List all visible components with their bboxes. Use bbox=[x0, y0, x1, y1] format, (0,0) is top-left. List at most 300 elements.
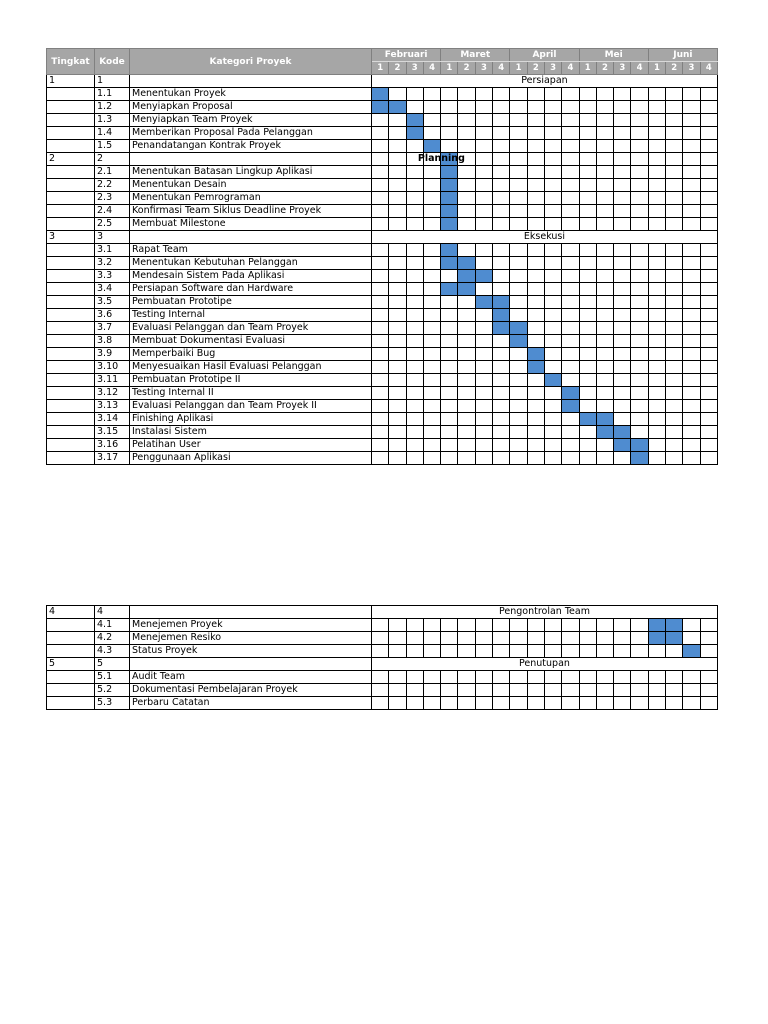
gantt-empty-cell bbox=[700, 645, 717, 658]
gantt-empty-cell bbox=[510, 400, 527, 413]
gantt-empty-cell bbox=[372, 374, 389, 387]
gantt-empty-cell bbox=[510, 309, 527, 322]
gantt-empty-cell bbox=[700, 632, 717, 645]
task-label: Penggunaan Aplikasi bbox=[130, 452, 372, 465]
gantt-empty-cell bbox=[372, 309, 389, 322]
gantt-empty-cell bbox=[527, 387, 544, 400]
gantt-empty-cell bbox=[596, 114, 613, 127]
gantt-bar-cell bbox=[372, 88, 389, 101]
tingkat-cell bbox=[47, 400, 95, 413]
tingkat-cell bbox=[47, 387, 95, 400]
header-week: 2 bbox=[458, 62, 475, 75]
gantt-empty-cell bbox=[614, 192, 631, 205]
tingkat-cell bbox=[47, 296, 95, 309]
header-week: 2 bbox=[527, 62, 544, 75]
gantt-empty-cell bbox=[417, 153, 465, 166]
gantt-bar-cell bbox=[441, 166, 458, 179]
gantt-empty-cell bbox=[441, 101, 458, 114]
gantt-empty-cell bbox=[458, 296, 475, 309]
gantt-empty-cell bbox=[562, 452, 579, 465]
gantt-empty-cell bbox=[372, 645, 389, 658]
gantt-empty-cell bbox=[544, 270, 561, 283]
gantt-empty-cell bbox=[389, 374, 406, 387]
gantt-empty-cell bbox=[458, 374, 475, 387]
gantt-empty-cell bbox=[423, 335, 440, 348]
gantt-empty-cell bbox=[406, 218, 423, 231]
gantt-bar-cell bbox=[441, 283, 458, 296]
gantt-empty-cell bbox=[423, 361, 440, 374]
gantt-empty-cell bbox=[493, 335, 510, 348]
gantt-empty-cell bbox=[510, 192, 527, 205]
gantt-empty-cell bbox=[527, 140, 544, 153]
gantt-empty-cell bbox=[683, 127, 700, 140]
gantt-empty-cell bbox=[493, 88, 510, 101]
gantt-empty-cell bbox=[458, 439, 475, 452]
task-row bbox=[47, 270, 718, 283]
gantt-empty-cell bbox=[372, 671, 389, 684]
kode-cell: 1.2 bbox=[95, 101, 130, 114]
gantt-empty-cell bbox=[475, 192, 492, 205]
gantt-empty-cell bbox=[648, 179, 665, 192]
gantt-empty-cell bbox=[666, 153, 683, 166]
gantt-empty-cell bbox=[493, 257, 510, 270]
gantt-bar-cell bbox=[631, 452, 648, 465]
gantt-empty-cell bbox=[493, 244, 510, 257]
gantt-empty-cell bbox=[700, 114, 717, 127]
gantt-empty-cell bbox=[596, 322, 613, 335]
gantt-empty-cell bbox=[423, 671, 440, 684]
kode-cell: 3.17 bbox=[95, 452, 130, 465]
gantt-empty-cell bbox=[683, 88, 700, 101]
gantt-empty-cell bbox=[631, 632, 648, 645]
gantt-empty-cell bbox=[372, 697, 389, 710]
header-kode: Kode bbox=[95, 49, 130, 75]
gantt-empty-cell bbox=[544, 309, 561, 322]
gantt-empty-cell bbox=[458, 244, 475, 257]
gantt-empty-cell bbox=[441, 439, 458, 452]
kode-cell: 3.12 bbox=[95, 387, 130, 400]
header-week: 3 bbox=[406, 62, 423, 75]
gantt-empty-cell bbox=[596, 244, 613, 257]
task-label: Perbaru Catatan bbox=[130, 697, 372, 710]
gantt-empty-cell bbox=[700, 205, 717, 218]
gantt-bar-cell bbox=[441, 218, 458, 231]
header-week: 2 bbox=[389, 62, 406, 75]
gantt-empty-cell bbox=[406, 309, 423, 322]
gantt-empty-cell bbox=[389, 296, 406, 309]
gantt-empty-cell bbox=[544, 426, 561, 439]
gantt-empty-cell bbox=[389, 270, 406, 283]
gantt-empty-cell bbox=[596, 348, 613, 361]
gantt-empty-cell bbox=[579, 257, 596, 270]
gantt-empty-cell bbox=[631, 309, 648, 322]
gantt-empty-cell bbox=[562, 645, 579, 658]
gantt-empty-cell bbox=[372, 127, 389, 140]
kode-cell: 4.3 bbox=[95, 645, 130, 658]
gantt-empty-cell bbox=[648, 127, 665, 140]
gantt-bar-cell bbox=[389, 101, 406, 114]
gantt-empty-cell bbox=[458, 452, 475, 465]
gantt-bar-cell bbox=[441, 192, 458, 205]
gantt-empty-cell bbox=[683, 283, 700, 296]
tingkat-cell bbox=[47, 166, 95, 179]
gantt-empty-cell bbox=[544, 413, 561, 426]
task-row bbox=[47, 205, 718, 218]
gantt-empty-cell bbox=[614, 127, 631, 140]
task-label: Membuat Dokumentasi Evaluasi bbox=[130, 335, 372, 348]
header-kategori: Kategori Proyek bbox=[130, 49, 372, 75]
gantt-empty-cell bbox=[700, 361, 717, 374]
gantt-empty-cell bbox=[631, 179, 648, 192]
tingkat-cell bbox=[47, 697, 95, 710]
gantt-empty-cell bbox=[372, 283, 389, 296]
task-row bbox=[47, 296, 718, 309]
header-week: 1 bbox=[372, 62, 389, 75]
gantt-empty-cell bbox=[527, 127, 544, 140]
task-label: Menejemen Proyek bbox=[130, 619, 372, 632]
gantt-empty-cell bbox=[510, 283, 527, 296]
gantt-empty-cell bbox=[423, 244, 440, 257]
gantt-empty-cell bbox=[493, 413, 510, 426]
gantt-empty-cell bbox=[614, 361, 631, 374]
gantt-empty-cell bbox=[596, 387, 613, 400]
task-row bbox=[47, 140, 718, 153]
gantt-bar-cell bbox=[493, 296, 510, 309]
gantt-empty-cell bbox=[475, 452, 492, 465]
gantt-empty-cell bbox=[423, 101, 440, 114]
gantt-empty-cell bbox=[666, 400, 683, 413]
kode-cell: 3.10 bbox=[95, 361, 130, 374]
task-label: Testing Internal bbox=[130, 309, 372, 322]
gantt-empty-cell bbox=[493, 439, 510, 452]
gantt-empty-cell bbox=[683, 322, 700, 335]
gantt-empty-cell bbox=[475, 439, 492, 452]
task-row bbox=[47, 88, 718, 101]
gantt-empty-cell bbox=[700, 335, 717, 348]
gantt-empty-cell bbox=[458, 387, 475, 400]
gantt-empty-cell bbox=[700, 153, 717, 166]
gantt-empty-cell bbox=[700, 88, 717, 101]
gantt-bar-cell bbox=[596, 426, 613, 439]
gantt-empty-cell bbox=[406, 697, 423, 710]
gantt-bar-cell bbox=[372, 101, 389, 114]
gantt-empty-cell bbox=[475, 387, 492, 400]
gantt-empty-cell bbox=[579, 452, 596, 465]
gantt-empty-cell bbox=[406, 179, 423, 192]
gantt-empty-cell bbox=[527, 374, 544, 387]
gantt-empty-cell bbox=[579, 374, 596, 387]
task-row bbox=[47, 439, 718, 452]
gantt-empty-cell bbox=[596, 361, 613, 374]
gantt-empty-cell bbox=[579, 335, 596, 348]
tingkat-cell: 4 bbox=[47, 606, 95, 619]
gantt-empty-cell bbox=[666, 684, 683, 697]
gantt-empty-cell bbox=[614, 257, 631, 270]
task-label: Menyiapkan Proposal bbox=[130, 101, 372, 114]
gantt-empty-cell bbox=[666, 413, 683, 426]
gantt-empty-cell bbox=[423, 257, 440, 270]
gantt-empty-cell bbox=[527, 244, 544, 257]
gantt-empty-cell bbox=[596, 205, 613, 218]
gantt-empty-cell bbox=[562, 244, 579, 257]
gantt-empty-cell bbox=[389, 283, 406, 296]
gantt-bar-cell bbox=[441, 244, 458, 257]
tingkat-cell bbox=[47, 426, 95, 439]
gantt-empty-cell bbox=[666, 270, 683, 283]
gantt-empty-cell bbox=[666, 166, 683, 179]
gantt-empty-cell bbox=[544, 88, 561, 101]
gantt-empty-cell bbox=[475, 671, 492, 684]
gantt-empty-cell bbox=[423, 166, 440, 179]
gantt-empty-cell bbox=[666, 671, 683, 684]
tingkat-cell bbox=[47, 114, 95, 127]
gantt-empty-cell bbox=[648, 671, 665, 684]
tingkat-cell: 5 bbox=[47, 658, 95, 671]
gantt-empty-cell bbox=[493, 270, 510, 283]
gantt-empty-cell bbox=[441, 361, 458, 374]
task-row bbox=[47, 218, 718, 231]
tingkat-cell bbox=[47, 179, 95, 192]
gantt-empty-cell bbox=[648, 348, 665, 361]
gantt-empty-cell bbox=[700, 218, 717, 231]
gantt-empty-cell bbox=[372, 179, 389, 192]
gantt-empty-cell bbox=[700, 684, 717, 697]
gantt-bar-cell bbox=[614, 439, 631, 452]
tingkat-cell bbox=[47, 632, 95, 645]
gantt-empty-cell bbox=[406, 452, 423, 465]
gantt-empty-cell bbox=[579, 645, 596, 658]
tingkat-cell bbox=[47, 374, 95, 387]
tingkat-cell bbox=[47, 309, 95, 322]
gantt-bar-cell bbox=[544, 374, 561, 387]
header-week: 3 bbox=[475, 62, 492, 75]
gantt-empty-cell bbox=[389, 361, 406, 374]
gantt-empty-cell bbox=[458, 127, 475, 140]
gantt-empty-cell bbox=[666, 439, 683, 452]
gantt-empty-cell bbox=[406, 296, 423, 309]
gantt-empty-cell bbox=[614, 400, 631, 413]
gantt-empty-cell bbox=[493, 192, 510, 205]
tingkat-cell: 2 bbox=[47, 153, 95, 166]
gantt-empty-cell bbox=[441, 387, 458, 400]
gantt-empty-cell bbox=[579, 322, 596, 335]
gantt-empty-cell bbox=[614, 632, 631, 645]
gantt-empty-cell bbox=[700, 309, 717, 322]
gantt-empty-cell bbox=[510, 114, 527, 127]
kode-cell: 1.1 bbox=[95, 88, 130, 101]
gantt-empty-cell bbox=[579, 283, 596, 296]
gantt-empty-cell bbox=[614, 153, 631, 166]
gantt-empty-cell bbox=[475, 335, 492, 348]
gantt-empty-cell bbox=[372, 192, 389, 205]
gantt-empty-cell bbox=[441, 671, 458, 684]
gantt-empty-cell bbox=[648, 426, 665, 439]
gantt-empty-cell bbox=[372, 322, 389, 335]
gantt-empty-cell bbox=[527, 645, 544, 658]
task-row bbox=[47, 244, 718, 257]
gantt-empty-cell bbox=[700, 101, 717, 114]
section-row bbox=[47, 658, 718, 671]
gantt-empty-cell bbox=[527, 632, 544, 645]
gantt-bar-cell bbox=[596, 413, 613, 426]
tingkat-cell bbox=[47, 684, 95, 697]
gantt-empty-cell bbox=[648, 244, 665, 257]
gantt-empty-cell bbox=[562, 283, 579, 296]
gantt-empty-cell bbox=[631, 296, 648, 309]
task-row bbox=[47, 114, 718, 127]
gantt-empty-cell bbox=[648, 296, 665, 309]
gantt-empty-cell bbox=[631, 697, 648, 710]
kode-cell: 3.14 bbox=[95, 413, 130, 426]
header-week: 4 bbox=[700, 62, 717, 75]
gantt-empty-cell bbox=[441, 270, 458, 283]
task-row bbox=[47, 361, 718, 374]
gantt-bar-cell bbox=[527, 361, 544, 374]
gantt-empty-cell bbox=[406, 439, 423, 452]
gantt-empty-cell bbox=[458, 684, 475, 697]
gantt-empty-cell bbox=[648, 166, 665, 179]
gantt-empty-cell bbox=[648, 452, 665, 465]
gantt-empty-cell bbox=[596, 218, 613, 231]
gantt-empty-cell bbox=[527, 283, 544, 296]
gantt-empty-cell bbox=[596, 88, 613, 101]
gantt-empty-cell bbox=[389, 632, 406, 645]
kode-cell: 4 bbox=[95, 606, 130, 619]
gantt-empty-cell bbox=[389, 88, 406, 101]
gantt-empty-cell bbox=[700, 270, 717, 283]
task-row bbox=[47, 192, 718, 205]
gantt-header bbox=[47, 49, 718, 75]
gantt-empty-cell bbox=[458, 619, 475, 632]
gantt-empty-cell bbox=[458, 205, 475, 218]
gantt-empty-cell bbox=[614, 374, 631, 387]
kode-cell: 3.11 bbox=[95, 374, 130, 387]
gantt-empty-cell bbox=[544, 684, 561, 697]
gantt-empty-cell bbox=[666, 452, 683, 465]
gantt-empty-cell bbox=[631, 374, 648, 387]
task-label: Rapat Team bbox=[130, 244, 372, 257]
gantt-empty-cell bbox=[372, 387, 389, 400]
gantt-empty-cell bbox=[475, 179, 492, 192]
gantt-body-control bbox=[47, 606, 718, 710]
gantt-empty-cell bbox=[700, 671, 717, 684]
gantt-empty-cell bbox=[510, 387, 527, 400]
gantt-empty-cell bbox=[527, 166, 544, 179]
section-title: Eksekusi bbox=[372, 231, 718, 244]
gantt-empty-cell bbox=[562, 671, 579, 684]
gantt-empty-cell bbox=[510, 296, 527, 309]
gantt-empty-cell bbox=[493, 140, 510, 153]
gantt-empty-cell bbox=[493, 179, 510, 192]
gantt-empty-cell bbox=[666, 179, 683, 192]
gantt-empty-cell bbox=[579, 179, 596, 192]
gantt-empty-cell bbox=[493, 166, 510, 179]
task-row bbox=[47, 619, 718, 632]
gantt-empty-cell bbox=[475, 283, 492, 296]
gantt-empty-cell bbox=[423, 114, 440, 127]
gantt-empty-cell bbox=[648, 153, 665, 166]
gantt-empty-cell bbox=[527, 179, 544, 192]
gantt-bar-cell bbox=[475, 270, 492, 283]
task-row bbox=[47, 452, 718, 465]
gantt-empty-cell bbox=[458, 361, 475, 374]
tingkat-cell bbox=[47, 361, 95, 374]
gantt-empty-cell bbox=[423, 127, 440, 140]
gantt-empty-cell bbox=[666, 244, 683, 257]
gantt-empty-cell bbox=[683, 348, 700, 361]
task-row bbox=[47, 387, 718, 400]
gantt-empty-cell bbox=[389, 114, 406, 127]
kode-cell: 5.3 bbox=[95, 697, 130, 710]
gantt-empty-cell bbox=[666, 335, 683, 348]
gantt-empty-cell bbox=[372, 348, 389, 361]
tingkat-cell bbox=[47, 140, 95, 153]
gantt-empty-cell bbox=[683, 632, 700, 645]
gantt-empty-cell bbox=[614, 309, 631, 322]
gantt-empty-cell bbox=[389, 645, 406, 658]
gantt-empty-cell bbox=[579, 684, 596, 697]
gantt-empty-cell bbox=[510, 257, 527, 270]
gantt-empty-cell bbox=[700, 296, 717, 309]
gantt-empty-cell bbox=[683, 439, 700, 452]
gantt-empty-cell bbox=[666, 374, 683, 387]
gantt-empty-cell bbox=[406, 426, 423, 439]
gantt-empty-cell bbox=[423, 270, 440, 283]
gantt-empty-cell bbox=[493, 153, 510, 166]
gantt-empty-cell bbox=[527, 335, 544, 348]
header-week: 4 bbox=[493, 62, 510, 75]
kode-cell: 3.13 bbox=[95, 400, 130, 413]
gantt-empty-cell bbox=[389, 179, 406, 192]
gantt-empty-cell bbox=[648, 192, 665, 205]
gantt-empty-cell bbox=[389, 619, 406, 632]
gantt-empty-cell bbox=[493, 127, 510, 140]
gantt-empty-cell bbox=[493, 697, 510, 710]
gantt-empty-cell bbox=[544, 697, 561, 710]
gantt-empty-cell bbox=[493, 426, 510, 439]
gantt-empty-cell bbox=[406, 166, 423, 179]
gantt-empty-cell bbox=[666, 296, 683, 309]
gantt-empty-cell bbox=[596, 296, 613, 309]
gantt-empty-cell bbox=[614, 387, 631, 400]
gantt-bar-cell bbox=[493, 322, 510, 335]
gantt-empty-cell bbox=[458, 645, 475, 658]
task-row bbox=[47, 413, 718, 426]
tingkat-cell bbox=[47, 335, 95, 348]
gantt-body-main bbox=[47, 75, 718, 465]
gantt-empty-cell bbox=[683, 684, 700, 697]
gantt-empty-cell bbox=[596, 101, 613, 114]
gantt-bar-cell bbox=[475, 296, 492, 309]
gantt-empty-cell bbox=[579, 309, 596, 322]
gantt-empty-cell bbox=[562, 296, 579, 309]
gantt-empty-cell bbox=[648, 439, 665, 452]
task-row bbox=[47, 426, 718, 439]
gantt-empty-cell bbox=[389, 127, 406, 140]
task-label: Pelatihan User bbox=[130, 439, 372, 452]
gantt-empty-cell bbox=[527, 426, 544, 439]
tingkat-cell bbox=[47, 619, 95, 632]
gantt-empty-cell bbox=[562, 619, 579, 632]
gantt-empty-cell bbox=[406, 270, 423, 283]
task-row bbox=[47, 127, 718, 140]
gantt-empty-cell bbox=[683, 244, 700, 257]
gantt-empty-cell bbox=[631, 114, 648, 127]
gantt-empty-cell bbox=[544, 439, 561, 452]
gantt-empty-cell bbox=[683, 361, 700, 374]
gantt-empty-cell bbox=[614, 179, 631, 192]
gantt-empty-cell bbox=[389, 387, 406, 400]
